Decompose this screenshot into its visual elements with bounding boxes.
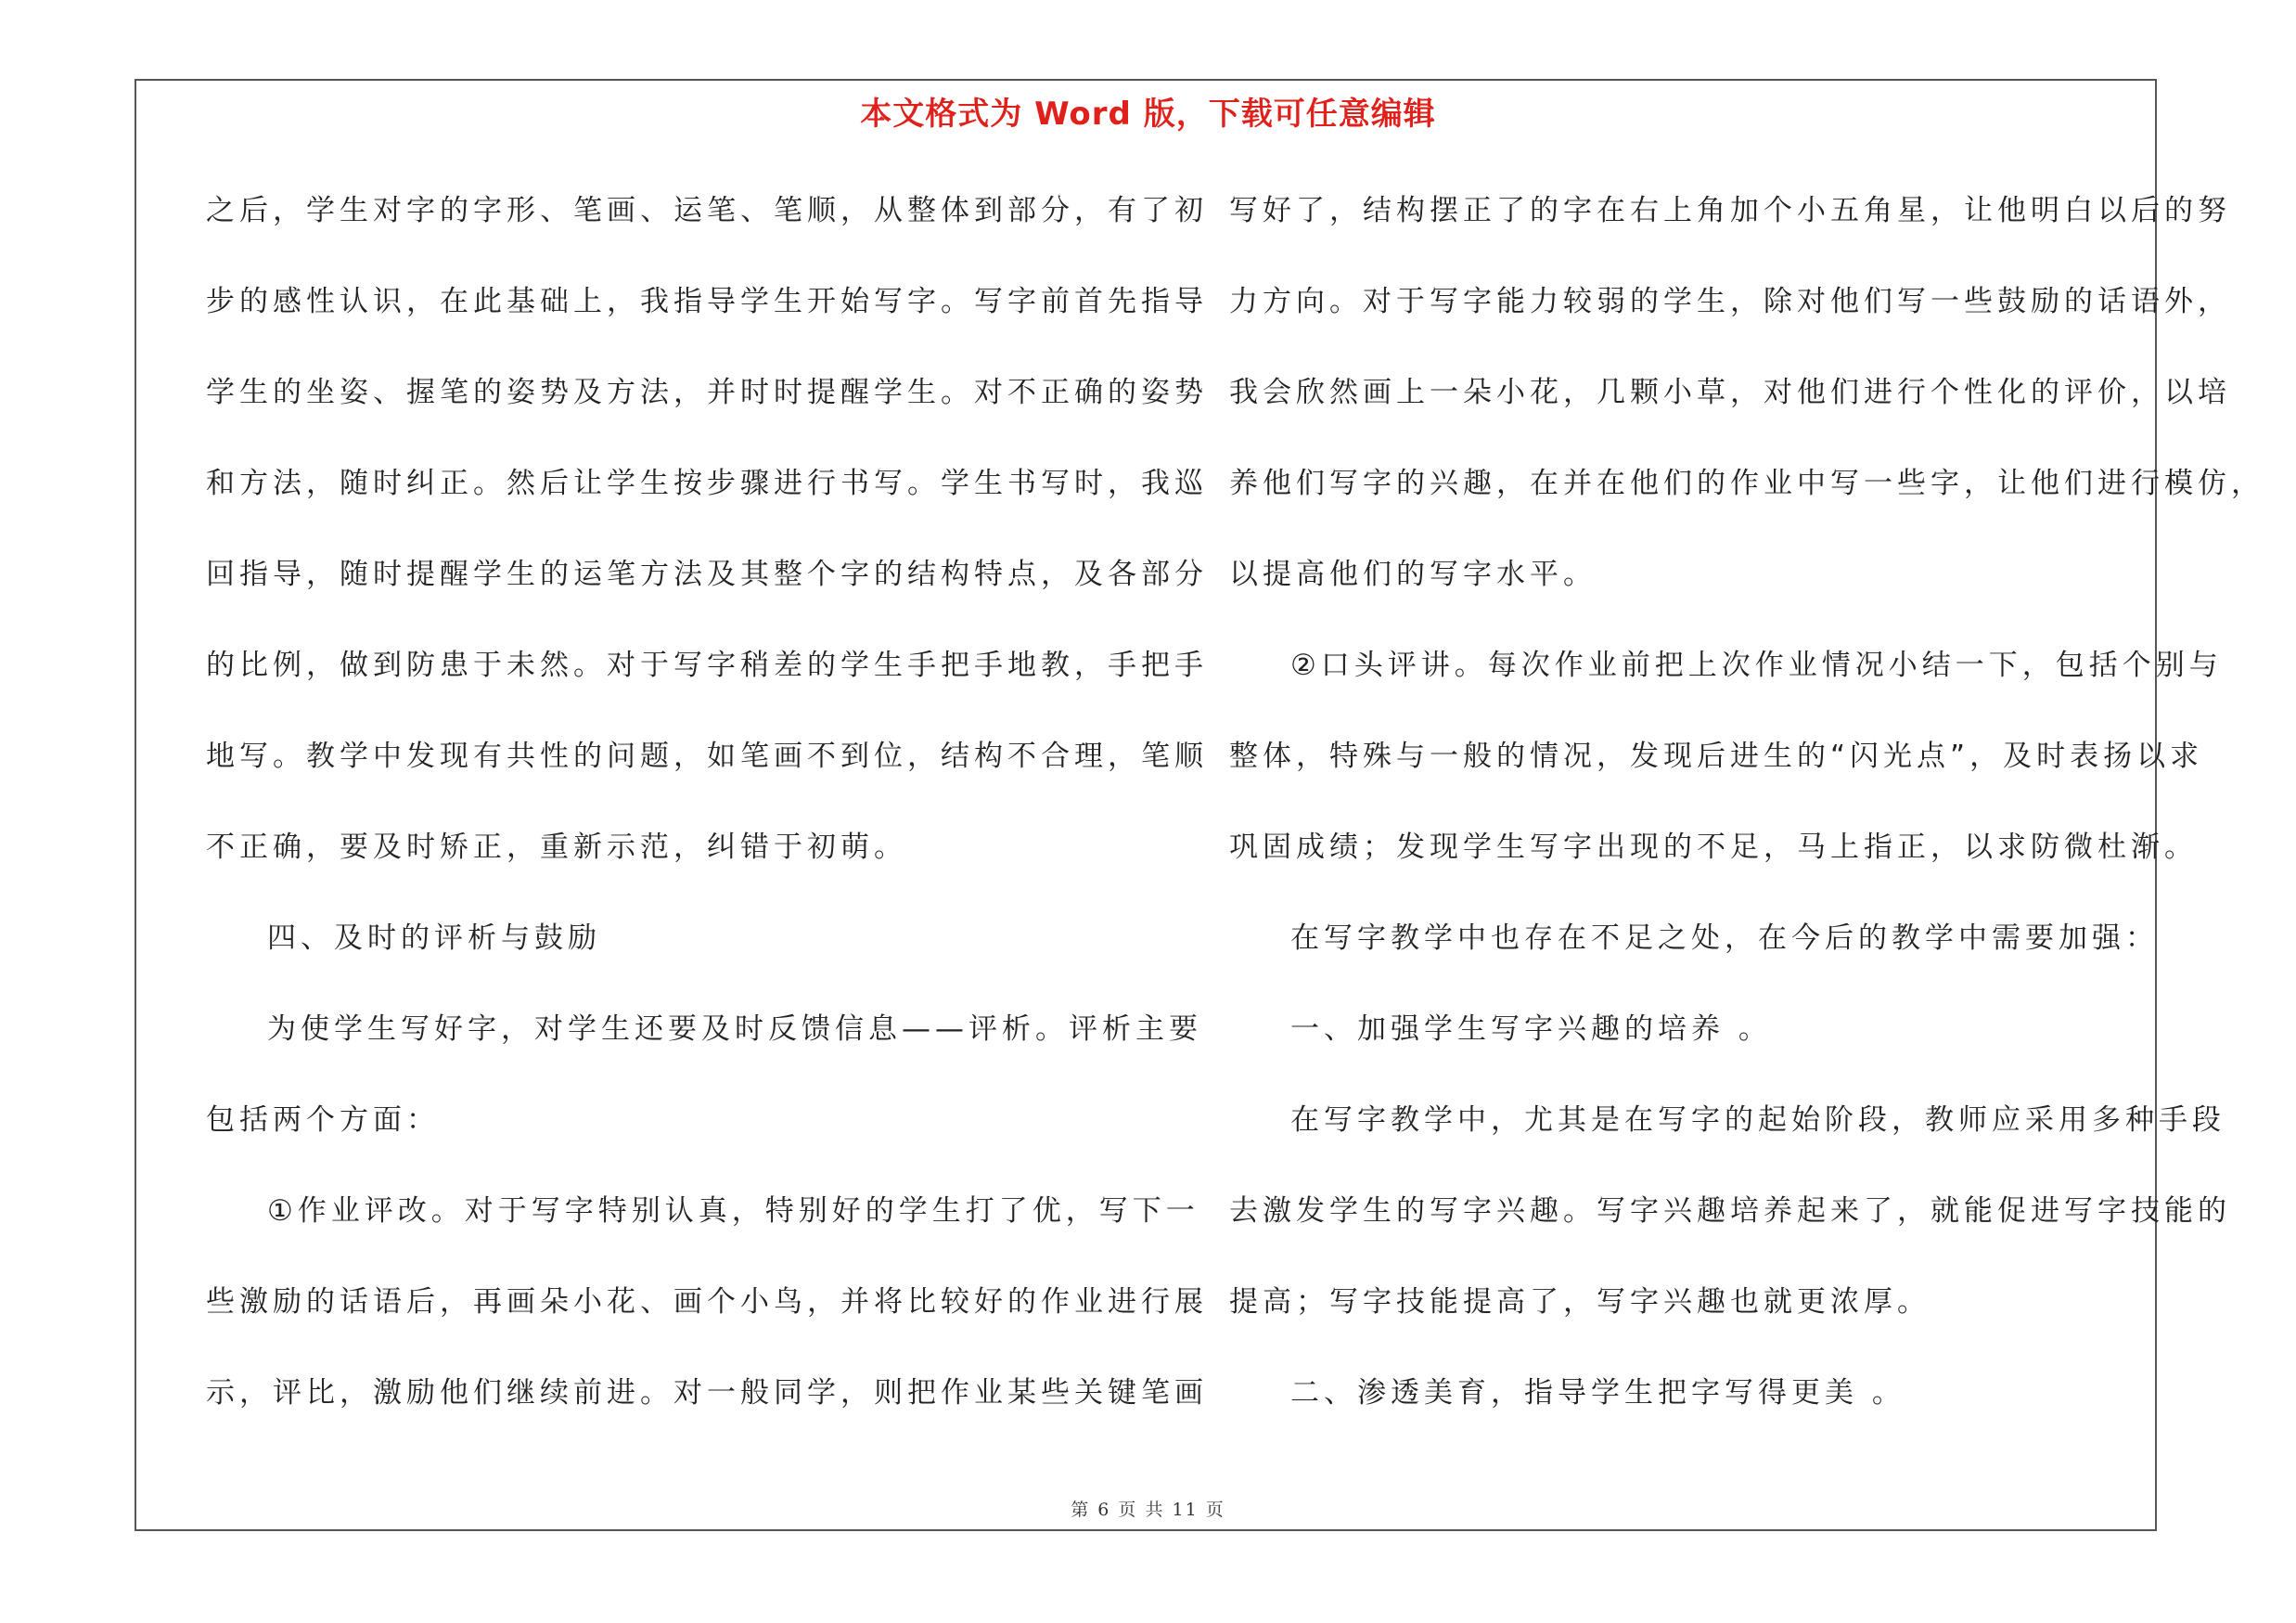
text-line: 去激发学生的写字兴趣。写字兴趣培养起来了，就能促进写字技能的 <box>1229 1194 2231 1228</box>
text-line: 示，评比，激励他们继续前进。对一般同学，则把作业某些关键笔画 <box>206 1376 1208 1410</box>
text-line: ②口头评讲。每次作业前把上次作业情况小结一下，包括个别与 <box>1290 649 2223 682</box>
text-line: 回指导，随时提醒学生的运笔方法及其整个字的结构特点，及各部分 <box>206 558 1208 591</box>
text-line: 在写字教学中，尤其是在写字的起始阶段，教师应采用多种手段 <box>1290 1103 2225 1137</box>
text-line: 学生的坐姿、握笔的姿势及方法，并时时提醒学生。对不正确的姿势 <box>206 376 1208 409</box>
text-line: 步的感性认识，在此基础上，我指导学生开始写字。写字前首先指导 <box>206 285 1208 318</box>
text-line: 巩固成绩；发现学生写字出现的不足，马上指正，以求防微杜渐。 <box>1229 831 2198 864</box>
text-line: 力方向。对于写字能力较弱的学生，除对他们写一些鼓励的话语外， <box>1229 285 2231 318</box>
text-line: ①作业评改。对于写字特别认真，特别好的学生打了优，写下一 <box>267 1194 1199 1228</box>
text-line: 整体，特殊与一般的情况，发现后进生的“闪光点”，及时表扬以求 <box>1229 740 2204 773</box>
text-line: 不正确，要及时矫正，重新示范，纠错于初萌。 <box>206 831 907 864</box>
text-line: 提高；写字技能提高了，写字兴趣也就更浓厚。 <box>1229 1285 1930 1319</box>
text-line: 些激励的话语后，再画朵小花、画个小鸟，并将比较好的作业进行展 <box>206 1285 1208 1319</box>
document-banner: 本文格式为 Word 版，下载可任意编辑 <box>860 96 1436 133</box>
text-line: 地写。教学中发现有共性的问题，如笔画不到位，结构不合理，笔顺 <box>206 740 1208 773</box>
page-number-footer: 第 6 页 共 11 页 <box>1071 1500 1225 1520</box>
text-line: 包括两个方面： <box>206 1103 440 1137</box>
text-line: 一、加强学生写字兴趣的培养 。 <box>1290 1012 1772 1046</box>
text-line: 的比例，做到防患于未然。对于写字稍差的学生手把手地教，手把手 <box>206 649 1208 682</box>
text-line: 和方法，随时纠正。然后让学生按步骤进行书写。学生书写时，我巡 <box>206 467 1208 500</box>
text-line: 养他们写字的兴趣，在并在他们的作业中写一些字，让他们进行模仿， <box>1229 467 2264 500</box>
text-line: 二、渗透美育，指导学生把字写得更美 。 <box>1290 1376 1905 1410</box>
text-line: 在写字教学中也存在不足之处，在今后的教学中需要加强： <box>1290 921 2159 955</box>
text-line: 为使学生写好字，对学生还要及时反馈信息——评析。评析主要 <box>267 1012 1202 1046</box>
text-line: 写好了，结构摆正了的字在右上角加个小五角星，让他明白以后的努 <box>1229 194 2231 227</box>
text-line: 四、及时的评析与鼓励 <box>267 921 601 955</box>
text-line: 以提高他们的写字水平。 <box>1229 558 1597 591</box>
text-line: 我会欣然画上一朵小花，几颗小草，对他们进行个性化的评价，以培 <box>1229 376 2231 409</box>
text-line: 之后，学生对字的字形、笔画、运笔、笔顺，从整体到部分，有了初 <box>206 194 1208 227</box>
right-text-column <box>1229 181 2264 1454</box>
left-text-column <box>206 181 1208 1454</box>
